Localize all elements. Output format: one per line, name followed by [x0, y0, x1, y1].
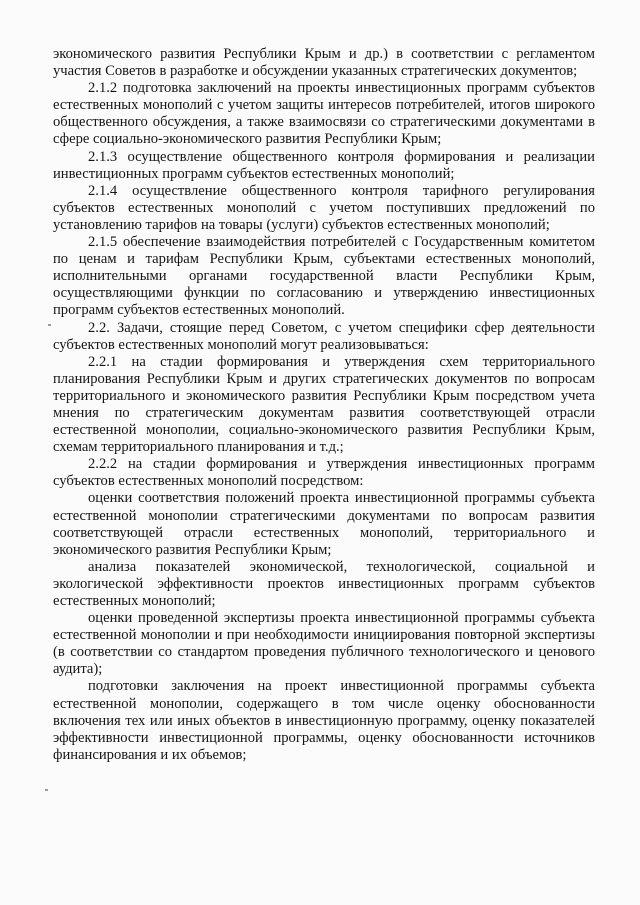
document-body [53, 46, 595, 764]
paragraph-2-2-1: 2.2.1 на стадии формирования и утверждения схем территориального планирования Республики Крым и других стратегических документов по вопросам территориального и экономического развития Республики Крым посредством учета мнения по стратегическим документам развития соответствующей отрасли естественной монополии, социально-экономического развития Республики Крым, схемам территориального планирования и т.д.; [53, 353, 595, 456]
paragraph-2-1-3: 2.1.3 осуществление общественного контроля формирования и реализации инвестиционных программ субъектов естественных монополий; [53, 148, 595, 182]
paragraph-2-1-2: 2.1.2 подготовка заключений на проекты инвестиционных программ субъектов естественных монополий с учетом защиты интересов потребителей, итогов широкого общественного обсуждения, а также взаимосвязи со стратегическими документами в сфере социально-экономического развития Республики Крым; [53, 80, 595, 148]
paragraph-2-2-2: 2.2.2 на стадии формирования и утверждения инвестиционных программ субъектов естественных монополий посредством: [53, 456, 595, 490]
paragraph-2-2: 2.2. Задачи, стоящие перед Советом, с учетом специфики сфер деятельности субъектов естественных монополий могут реализовываться: [53, 319, 595, 353]
paragraph-conclusion: подготовки заключения на проект инвестиционной программы субъекта естественной монополии, содержащего в том числе оценку обоснованности включения тех или иных объектов в инвестиционную программу, оценку показателей эффективности инвестиционной программы, оценку обоснованности источников финансирования и их объемов; [53, 678, 595, 763]
paragraph-assessment: оценки соответствия положений проекта инвестиционной программы субъекта естественной монополии стратегическими документами по вопросам развития соответствующей отрасли естественных монополий, территориального и экономического развития Республики Крым; [53, 490, 595, 558]
scan-mark [48, 324, 51, 326]
paragraph-continuation: экономического развития Республики Крым и др.) в соответствии с регламентом участия Советов в разработке и обсуждении указанных стратегических документов; [53, 46, 595, 80]
paragraph-2-1-5: 2.1.5 обеспечение взаимодействия потребителей с Государственным комитетом по ценам и тарифам Республики Крым, субъектами естественных монополий, исполнительными органами государственной власти Республики Крым, осуществляющими функции по согласованию и утверждению инвестиционных программ субъектов естественных монополий. [53, 234, 595, 319]
paragraph-analysis: анализа показателей экономической, технологической, социальной и экологической эффективности проектов инвестиционных программ субъектов естественных монополий; [53, 558, 595, 609]
paragraph-2-1-4: 2.1.4 осуществление общественного контроля тарифного регулирования субъектов естественных монополий с учетом поступивших предложений по установлению тарифов на товары (услуги) субъектов естественных монополий; [53, 182, 595, 233]
paragraph-expertise: оценки проведенной экспертизы проекта инвестиционной программы субъекта естественной монополии и при необходимости инициирования повторной экспертизы (в соответствии со стандартом проведения публичного технологического и ценового аудита); [53, 610, 595, 678]
scan-mark [45, 789, 48, 791]
